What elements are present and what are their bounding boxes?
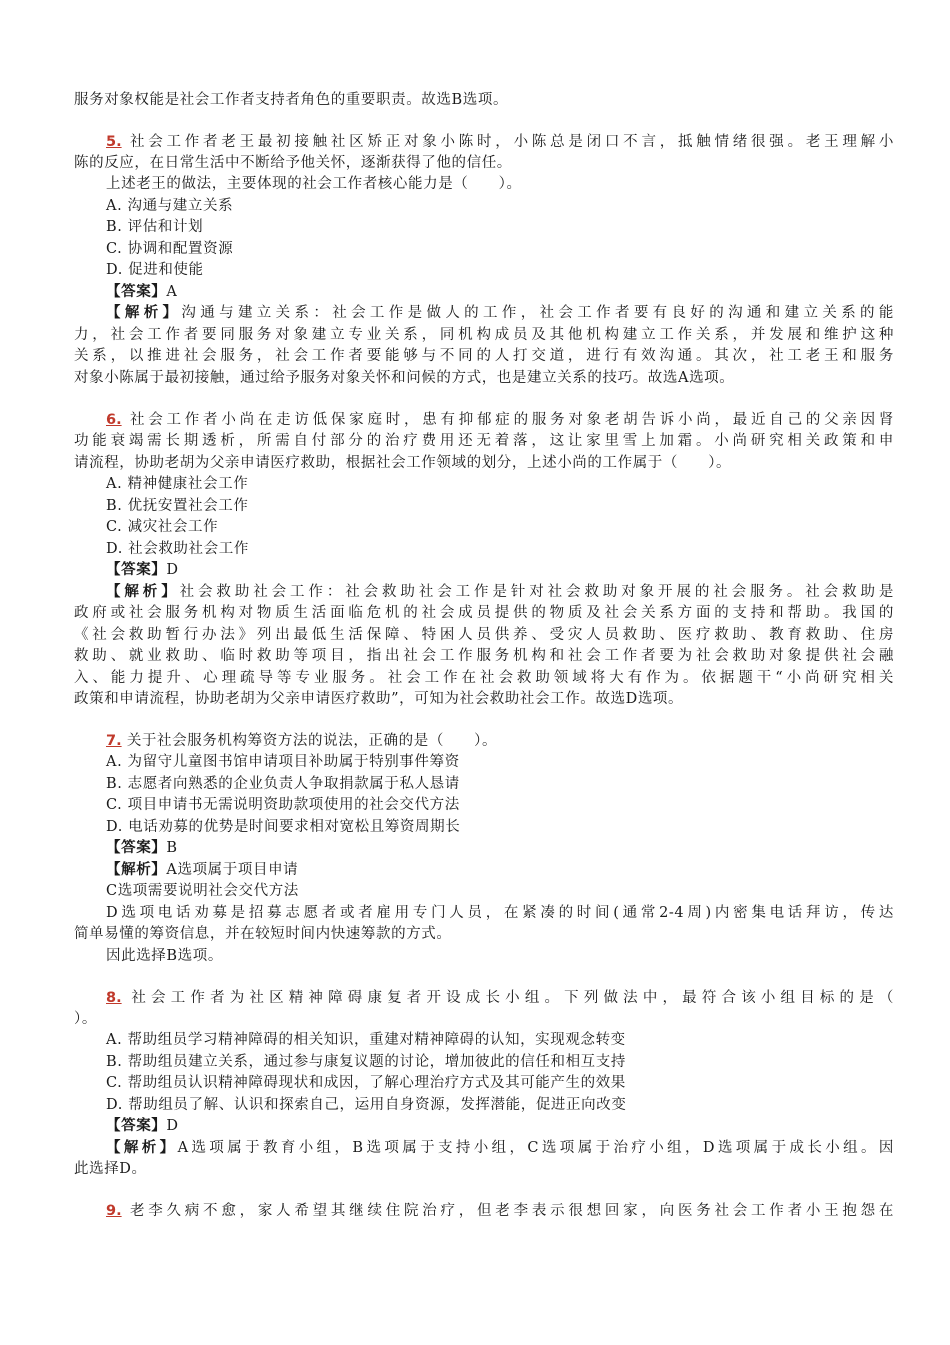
text-line bbox=[106, 516, 894, 538]
line-text: 社会工作者为社区精神障碍康复者开设成长小组。下列做法中，最符合该小组目标的是（ bbox=[121, 990, 894, 1006]
text-line bbox=[74, 645, 894, 667]
text-line bbox=[74, 89, 894, 111]
analysis-label: 【解析】 bbox=[106, 1139, 178, 1156]
text-line bbox=[74, 452, 894, 474]
text-line bbox=[106, 1200, 894, 1222]
line-text: D bbox=[166, 562, 179, 578]
text-line bbox=[106, 559, 894, 581]
line-text: D. 电话劝募的优势是时间要求相对宽松且筹资周期长 bbox=[106, 819, 461, 835]
text-line bbox=[106, 173, 894, 195]
text-line bbox=[106, 1137, 894, 1159]
line-text: 社会工作者老王最初接触社区矫正对象小陈时，小陈总是闭口不言，抵触情绪很强。老王理解小 bbox=[121, 134, 894, 150]
line-text: C. 减灾社会工作 bbox=[106, 519, 219, 535]
text-line bbox=[74, 152, 894, 174]
line-text: 社会工作者小尚在走访低保家庭时，患有抑郁症的服务对象老胡告诉小尚，最近自己的父亲因肾 bbox=[121, 412, 894, 428]
text-line bbox=[106, 259, 894, 281]
text-line bbox=[106, 730, 894, 752]
question-number: 6. bbox=[106, 412, 122, 428]
text-line bbox=[74, 602, 894, 624]
text-line bbox=[106, 1051, 894, 1073]
text-line bbox=[74, 345, 894, 367]
line-text: A. 精神健康社会工作 bbox=[106, 476, 249, 492]
text-line bbox=[106, 816, 894, 838]
text-line bbox=[106, 131, 894, 153]
text-line bbox=[74, 667, 894, 689]
analysis-label: 【解析】 bbox=[106, 304, 182, 321]
text-line bbox=[106, 880, 894, 902]
line-text: A选项属于教育小组，B选项属于支持小组，C选项属于治疗小组，D选项属于成长小组。因 bbox=[177, 1140, 894, 1156]
line-text: B. 评估和计划 bbox=[106, 219, 204, 235]
line-text: B. 帮助组员建立关系，通过参与康复议题的讨论，增加彼此的信任和相互支持 bbox=[106, 1054, 626, 1070]
text-line bbox=[106, 859, 894, 881]
line-text: 陈的反应，在日常生活中不断给予他关怀，逐渐获得了他的信任。 bbox=[74, 155, 512, 171]
text-line bbox=[106, 902, 894, 924]
line-text: B. 志愿者向熟悉的企业负责人争取捐款属于私人恳请 bbox=[106, 776, 460, 792]
line-text: B bbox=[166, 840, 178, 856]
line-text: C. 协调和配置资源 bbox=[106, 241, 234, 257]
text-line bbox=[74, 367, 894, 389]
line-text: C. 帮助组员认识精神障碍现状和成因，了解心理治疗方式及其可能产生的效果 bbox=[106, 1075, 626, 1091]
line-text: D. 促进和使能 bbox=[106, 262, 204, 278]
line-text: 入、能力提升、心理疏导等专业服务。社会工作在社会救助领域将大有作为。依据题干“小尚研究相关 bbox=[74, 670, 894, 686]
line-text: 关于社会服务机构筹资方法的说法，正确的是（ ）。 bbox=[121, 733, 498, 749]
text-line bbox=[106, 945, 894, 967]
text-line bbox=[106, 1072, 894, 1094]
line-text: 上述老王的做法，主要体现的社会工作者核心能力是（ ）。 bbox=[106, 176, 522, 192]
line-text: A bbox=[166, 284, 178, 300]
line-text: A选项属于项目申请 bbox=[166, 862, 299, 878]
text-line bbox=[74, 688, 894, 710]
line-text: 老李久病不愈，家人希望其继续住院治疗，但老李表示很想回家，向医务社会工作者小王抱怨在 bbox=[121, 1203, 894, 1219]
line-text: 因此选择B选项。 bbox=[106, 948, 223, 964]
text-line bbox=[74, 430, 894, 452]
text-line bbox=[106, 987, 894, 1009]
line-text: A. 沟通与建立关系 bbox=[106, 198, 234, 214]
text-line bbox=[74, 624, 894, 646]
text-line bbox=[106, 1115, 894, 1137]
line-text: D. 社会救助社会工作 bbox=[106, 541, 249, 557]
text-line bbox=[106, 751, 894, 773]
line-text: A. 为留守儿童图书馆申请项目补助属于特别事件筹资 bbox=[106, 754, 460, 770]
text-line bbox=[106, 281, 894, 303]
answer-label: 【答案】 bbox=[106, 561, 167, 578]
text-line bbox=[106, 495, 894, 517]
text-line bbox=[106, 473, 894, 495]
line-text: ）。 bbox=[74, 1011, 97, 1027]
question-number: 9. bbox=[106, 1203, 122, 1219]
line-text: 救助、就业救助、临时救助等项目，指出社会工作服务机构和社会工作者要为社会救助对象提供社会融 bbox=[74, 648, 894, 664]
line-text: 沟通与建立关系：社会工作是做人的工作，社会工作者要有良好的沟通和建立关系的能 bbox=[181, 305, 894, 321]
text-line bbox=[106, 409, 894, 431]
question-number: 7. bbox=[106, 733, 122, 749]
text-line bbox=[106, 216, 894, 238]
line-text: 此选择D。 bbox=[74, 1161, 147, 1177]
line-text: B. 优抚安置社会工作 bbox=[106, 498, 249, 514]
question-number: 5. bbox=[106, 134, 122, 150]
text-line bbox=[106, 195, 894, 217]
line-text: A. 帮助组员学习精神障碍的相关知识，重建对精神障碍的认知，实现观念转变 bbox=[106, 1032, 626, 1048]
line-text: 政策和申请流程，协助老胡为父亲申请医疗救助”，可知为社会救助社会工作。故选D选项。 bbox=[74, 691, 684, 707]
text-line bbox=[106, 302, 894, 324]
line-text: C选项需要说明社会交代方法 bbox=[106, 883, 299, 899]
line-text: D. 帮助组员了解、认识和探索自己，运用自身资源，发挥潜能，促进正向改变 bbox=[106, 1097, 627, 1113]
text-line bbox=[106, 837, 894, 859]
line-text: 政府或社会服务机构对物质生活面临危机的社会成员提供的物质及社会关系方面的支持和帮助。我国的 bbox=[74, 605, 894, 621]
line-text: 力，社会工作者要同服务对象建立专业关系，同机构成员及其他机构建立工作关系，并发展和维护这种 bbox=[74, 327, 894, 343]
line-text: 《社会救助暂行办法》列出最低生活保障、特困人员供养、受灾人员救助、医疗救助、教育救助、住房 bbox=[74, 627, 894, 643]
line-text: C. 项目申请书无需说明资助款项使用的社会交代方法 bbox=[106, 797, 460, 813]
text-line bbox=[74, 1008, 894, 1030]
text-line bbox=[106, 1094, 894, 1116]
line-text: 服务对象权能是社会工作者支持者角色的重要职责。故选B选项。 bbox=[74, 92, 509, 108]
answer-label: 【答案】 bbox=[106, 283, 167, 300]
line-text: 关系，以推进社会服务，社会工作者要能够与不同的人打交道，进行有效沟通。其次，社工老王和服务 bbox=[74, 348, 894, 364]
text-line bbox=[74, 923, 894, 945]
text-line bbox=[106, 773, 894, 795]
text-line bbox=[106, 581, 894, 603]
line-text: D bbox=[166, 1118, 179, 1134]
line-text: 功能衰竭需长期透析，所需自付部分的治疗费用还无着落，这让家里雪上加霜。小尚研究相关政策和申 bbox=[74, 433, 894, 449]
line-text: D选项电话劝募是招募志愿者或者雇用专门人员，在紧凑的时间(通常2-4周)内密集电话拜访，传达 bbox=[106, 905, 894, 921]
line-text: 对象小陈属于最初接触，通过给予服务对象关怀和问候的方式，也是建立关系的技巧。故选A选项。 bbox=[74, 370, 735, 386]
text-line bbox=[74, 1158, 894, 1180]
text-line bbox=[106, 538, 894, 560]
text-line bbox=[106, 794, 894, 816]
analysis-label: 【解析】 bbox=[106, 583, 180, 600]
answer-label: 【答案】 bbox=[106, 839, 167, 856]
line-text: 社会救助社会工作：社会救助社会工作是针对社会救助对象开展的社会服务。社会救助是 bbox=[179, 584, 894, 600]
text-line bbox=[106, 1029, 894, 1051]
line-text: 请流程，协助老胡为父亲申请医疗救助，根据社会工作领域的划分，上述小尚的工作属于（ ）。 bbox=[74, 455, 732, 471]
question-number: 8. bbox=[106, 990, 122, 1006]
text-line bbox=[74, 324, 894, 346]
line-text: 简单易懂的筹资信息，并在较短时间内快速筹款的方式。 bbox=[74, 926, 452, 942]
text-line bbox=[106, 238, 894, 260]
answer-label: 【答案】 bbox=[106, 1117, 167, 1134]
analysis-label: 【解析】 bbox=[106, 861, 167, 878]
